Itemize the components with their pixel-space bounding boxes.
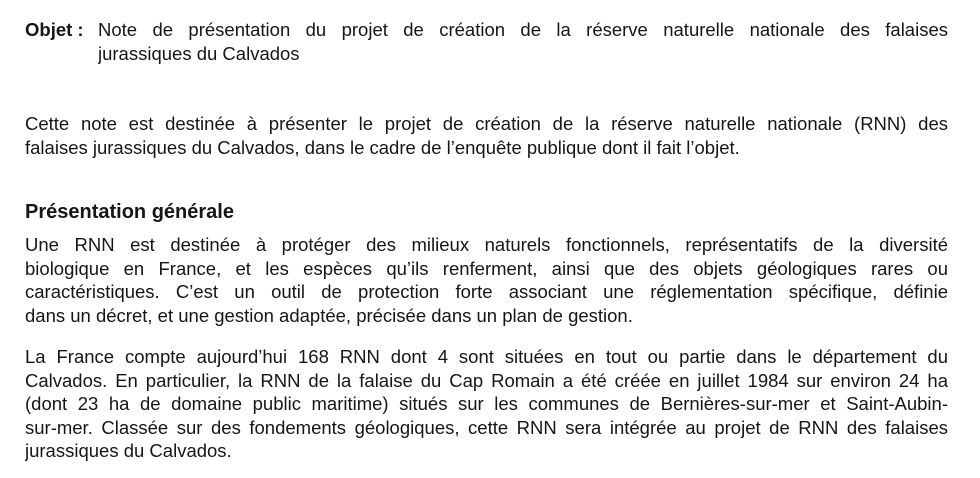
subject-block [25, 18, 948, 66]
subject-label: Objet : [25, 19, 84, 40]
section-paragraph [25, 233, 948, 327]
subject-line: jurassiques du Calvados [98, 42, 300, 64]
paragraph-line: Cette note est destinée à présenter le projet de création de la réserve naturelle nationale (RNN) des [25, 113, 948, 134]
section-heading: Présentation générale [25, 201, 234, 223]
paragraph-line: jurassiques du Calvados. [25, 440, 232, 461]
paragraph-line: Calvados. En particulier, la RNN de la falaise du Cap Romain a été créée en juillet 1984 sur environ 24 ha [25, 369, 948, 391]
paragraph-line: caractéristiques. C’est un outil de protection forte associant une réglementation spécifique, définie [25, 281, 948, 302]
subject-text [98, 18, 948, 65]
paragraph-line: La France compte aujourd’hui 168 RNN dont 4 sont situées en tout ou partie dans le département du [25, 346, 948, 367]
paragraph-line: biologique en France, et les espèces qu’ils renferment, ainsi que des objets géologiques rares ou [25, 257, 948, 279]
section-paragraph [25, 345, 948, 463]
paragraph-line: sur-mer. Classée sur des fondements géologiques, cette RNN sera intégrée au projet de RNN des falaises [25, 416, 948, 438]
subject-line: Note de présentation du projet de création de la réserve naturelle nationale des falaises [98, 19, 948, 40]
intro-paragraph [25, 112, 948, 159]
paragraph-line: (dont 23 ha de domaine public maritime) situés sur les communes de Bernières-sur-mer et Saint-Aubin- [25, 393, 948, 414]
paragraph-line: dans un décret, et une gestion adaptée, précisée dans un plan de gestion. [25, 304, 633, 326]
paragraph-line: falaises jurassiques du Calvados, dans le cadre de l’enquête publique dont il fait l’objet. [25, 136, 740, 158]
paragraph-line: Une RNN est destinée à protéger des milieux naturels fonctionnels, représentatifs de la diversité [25, 234, 948, 255]
